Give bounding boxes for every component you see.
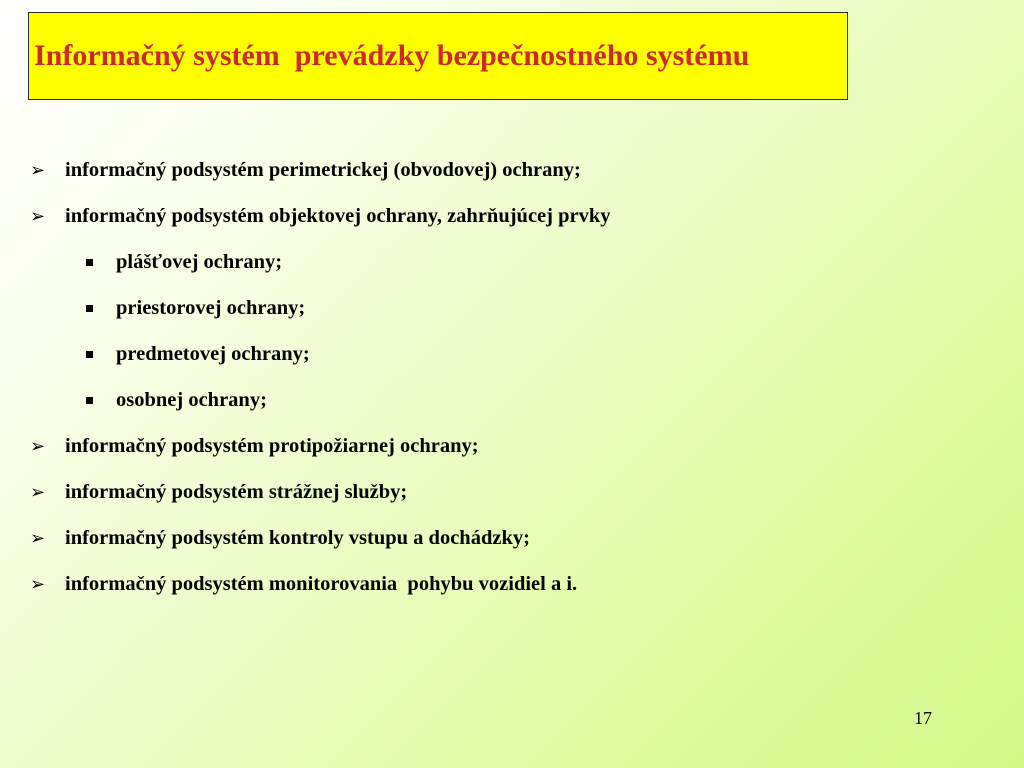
list-item-text: osobnej ochrany; bbox=[116, 389, 267, 411]
list-item-text: informačný podsystém strážnej služby; bbox=[65, 481, 408, 503]
arrow-bullet-icon: ➢ bbox=[30, 482, 46, 502]
arrow-bullet-icon: ➢ bbox=[30, 206, 46, 226]
arrow-bullet-icon: ➢ bbox=[30, 160, 46, 180]
arrow-bullet-icon: ➢ bbox=[30, 528, 46, 548]
page-number: 17 bbox=[914, 708, 932, 728]
slide-title: Informačný systém prevádzky bezpečnostného systému bbox=[34, 39, 750, 72]
slide-title-box bbox=[28, 12, 848, 100]
list-item-text: informačný podsystém monitorovania pohybu vozidiel a i. bbox=[65, 573, 578, 595]
list-item-text: priestorovej ochrany; bbox=[116, 297, 306, 319]
list-item-text: informačný podsystém perimetrickej (obvodovej) ochrany; bbox=[65, 159, 581, 181]
list-item-text: informačný podsystém kontroly vstupu a dochádzky; bbox=[65, 527, 530, 549]
list-item-text: informačný podsystém objektovej ochrany, zahrňujúcej prvky bbox=[65, 205, 611, 227]
square-bullet-icon bbox=[86, 305, 93, 312]
square-bullet-icon bbox=[86, 351, 93, 358]
arrow-bullet-icon: ➢ bbox=[30, 436, 46, 456]
list-item-text: informačný podsystém protipožiarnej ochrany; bbox=[65, 435, 479, 457]
square-bullet-icon bbox=[86, 397, 93, 404]
list-item bbox=[0, 572, 578, 668]
square-bullet-icon bbox=[86, 259, 93, 266]
list-item-text: plášťovej ochrany; bbox=[116, 251, 283, 273]
arrow-bullet-icon: ➢ bbox=[30, 574, 46, 594]
list-item-text: predmetovej ochrany; bbox=[116, 343, 310, 365]
